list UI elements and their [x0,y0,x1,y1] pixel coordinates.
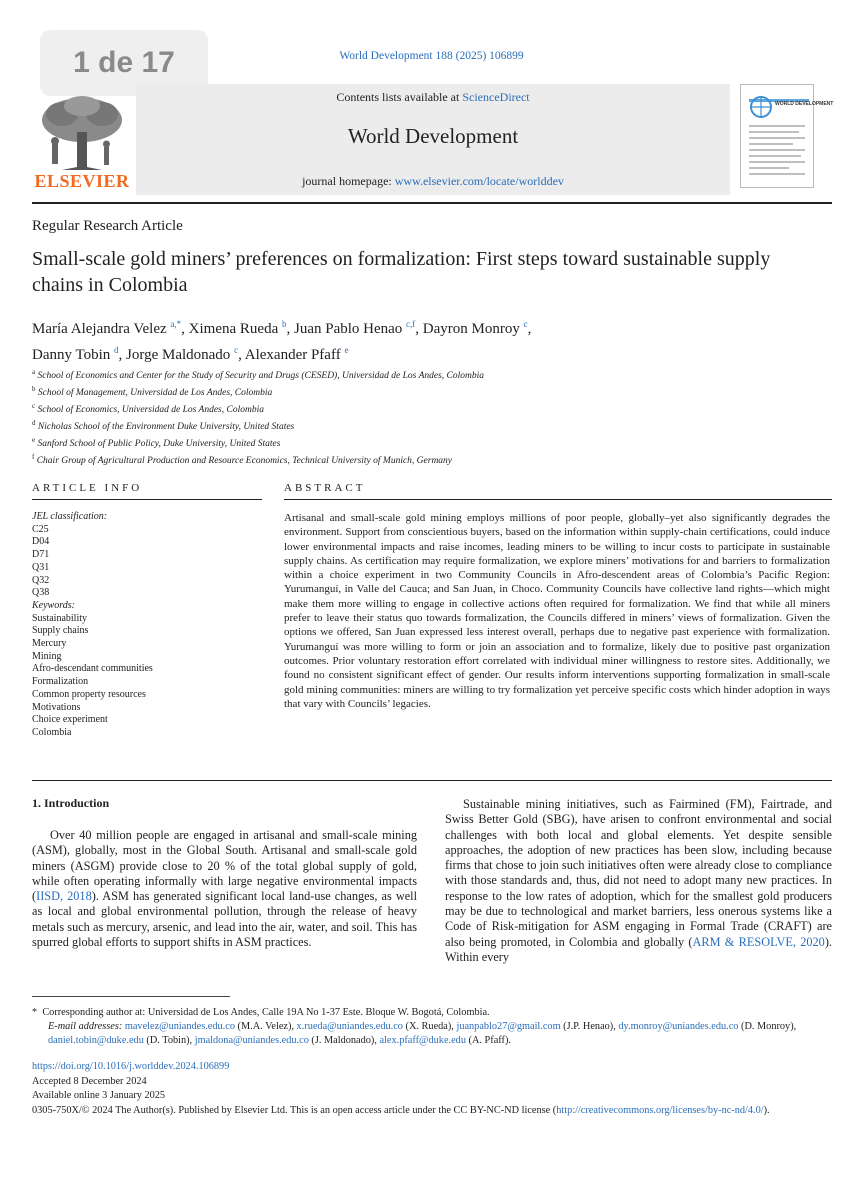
email-line [32,1020,832,1048]
author-affiliation-marker[interactable]: b [281,319,287,329]
page-indicator-badge: 1 de 17 [40,30,208,96]
article-info-heading: ARTICLE INFO [32,482,143,494]
author-affiliation-marker[interactable]: a,* [170,319,182,329]
intro-right-text-a: Sustainable mining initiatives, such as Fairmined (FM), Fairtrade, and Swiss Better Gold (SBG), have arisen to confront environmental and social challenges with both local and global elements. Yet despite sensible approaches, the adoption of new practices has been slow, including because firms that chose to join such initiatives often were already close to compliance with those standards and, thus, did not need to adopt many new practices. In response to the low rates of adoption, which for the smallest gold producers may be due to technological and market barriers, less onerous systems like a Code of Risk-mitigation for ASM engaging in Formal Trade (CRAFT) are also being promoted, in Colombia and globally ( [445,797,832,949]
affiliation-list [32,366,812,468]
author-affiliation-marker[interactable]: c [234,345,239,355]
license-text: 0305-750X/© 2024 The Author(s). Published by Elsevier Ltd. This is an open access article under the CC BY-NC-ND license ( [32,1104,557,1116]
footnote-rule [32,996,230,997]
jel-code: Q31 [32,561,50,573]
keyword-item: Formalization [32,676,89,688]
contents-prefix: Contents lists available at [336,90,463,104]
jel-code: C25 [32,523,49,535]
jel-code: D04 [32,536,50,548]
email-link[interactable]: daniel.tobin@duke.edu [48,1035,144,1046]
keyword-item: Motivations [32,701,81,713]
email-owner: (D. Tobin), [143,1035,195,1046]
elsevier-wordmark: ELSEVIER [34,171,130,191]
email-label: E-mail addresses: [48,1021,123,1032]
affiliation-item [32,434,812,451]
abstract-text: Artisanal and small-scale gold mining employs millions of poor people, globally–yet also significantly degrades the environment. Support from conscientious buyers, based on the information within supply-chain certifications, could induce lower environmental impacts and raise incomes, leading miners to be willing to incur costs to participate in sustainable supply chains. As certification may require formalization, we explore miners’ motivations for and barriers to formalization within a choice experiment in two Community Councils in Afro-descendent areas of Colombia’s Pacific Region: Yurumanguí, in Valle del Cauca; and San Juan, in Choco. Community Councils have collective land rights—which might make them more willing to engage in collective actions often required for formalization. We find that while all miners prefer to leave their status quo towards formalization, the Councils differed in miners’ views of formalization. Given the options we offered, San Juan expressed less interest overall, perhaps due to negative past experience with formalization. Yurumanguí was more willing to form or join an association and to formalize, likely due to positive past organization outcomes. Prior voluntary restoration effort correlated with individual miner willingness to restore sites. Additionally, we found no consistent significant effect of gender. Our results inform interventions supporting formalization in small-scale gold mining communities: miners are willing to try formalization yet perceive specific costs which hinder adoption in ways that vary with Councils’ legacies. [284,512,830,710]
author-name: Dayron Monroy [422,321,520,337]
author-name: Juan Pablo Henao [293,321,403,337]
jel-code: D71 [32,549,50,561]
license-line [32,1104,832,1119]
license-link[interactable]: http://creativecommons.org/licenses/by-nc-nd/4.0/ [556,1104,764,1116]
jel-code: Q38 [32,587,50,599]
affiliation-text: Nicholas School of the Environment Duke University, United States [37,422,295,432]
affiliation-text: Chair Group of Agricultural Production and Resource Economics, Technical University of Munich, Germany [36,456,453,466]
keyword-item: Afro-descendant communities [32,663,153,675]
email-owner: (A. Pfaff). [465,1035,511,1046]
body-rule [32,780,832,781]
email-link[interactable]: jmaldona@uniandes.edu.co [194,1035,309,1046]
author-name: Alexander Pfaff [244,347,341,363]
keywords-panel [32,511,262,740]
affiliation-marker: e [32,436,36,444]
affiliation-marker: b [32,385,36,393]
author-name: María Alejandra Velez [32,321,167,337]
footnote-star: * [32,1007,38,1018]
email-link[interactable]: dy.monroy@uniandes.edu.co [618,1021,739,1032]
corresponding-line [32,1006,832,1020]
email-owner: (J. Maldonado), [308,1035,380,1046]
author-affiliation-marker[interactable]: e [344,345,349,355]
journal-reference[interactable]: World Development 188 (2025) 106899 [339,50,524,62]
email-link[interactable]: alex.pfaff@duke.edu [379,1035,466,1046]
keywords-heading: Keywords: [32,599,75,611]
corresponding-text: Corresponding author at: Universidad de Los Andes, Calle 19A No 1-37 Este. Bloque W. Bogotá, Colombia. [42,1007,490,1018]
cover-graphic [741,85,834,187]
intro-left-column [32,828,417,950]
header-rule [32,202,832,204]
author-name: Danny Tobin [32,347,111,363]
author-affiliation-marker[interactable]: c [523,319,528,329]
jel-code: Q32 [32,574,50,586]
article-title: Small-scale gold miners’ preferences on formalization: First steps toward sustainable supply chains in Colombia [32,248,771,296]
intro-left-text-b: ). ASM has generated significant local land-use changes, as well as local and global environmental pollution, through the release of heavy metals such as mercury, arsenic, and lead into the air, water, and soil. This has spurred global efforts to support shifts in ASM practices. [32,889,417,950]
article-meta [32,1060,832,1118]
affiliation-text: Sanford School of Public Policy, Duke University, United States [37,439,281,449]
citation-link-arm[interactable]: ARM & RESOLVE, 2020 [692,934,825,949]
intro-right-text-b: ). Within every [445,934,832,964]
abstract-rule [284,499,832,500]
citation-link-iisd[interactable]: IISD, 2018 [36,889,92,904]
article-type: Regular Research Article [32,218,183,234]
keyword-item: Mining [32,650,62,662]
email-owner: (J.P. Henao), [560,1021,619,1032]
affiliation-item [32,400,812,417]
affiliation-marker: f [32,453,35,461]
keyword-item: Colombia [32,726,72,738]
intro-left-text-a: Over 40 million people are engaged in artisanal and small-scale mining (ASM), globally, most in the Global South. Artisanal and small-scale gold miners (ASGM) provide close to 20 % of the total global supply of gold, while often operating informally with large negative environmental impacts ( [32,828,417,904]
license-close: ). [763,1104,770,1116]
affiliation-item [32,417,812,434]
author-list: María Alejandra Velez $^{a,*}$, Ximena Rueda $^b$, Juan Pablo Henao $^{c,f}$, Dayron Monroy $^c$, Danny Tobin $^d$, Jorge Maldonado $^c$, Alexander Pfaff $^e$ [32,319,532,363]
footnote [32,1006,832,1048]
doi-link[interactable]: https://doi.org/10.1016/j.worlddev.2024.106899 [32,1061,230,1072]
accepted-date: Accepted 8 December 2024 [32,1075,147,1087]
affiliation-marker: c [32,402,36,410]
affiliation-marker: d [32,419,36,427]
journal-title: World Development [347,124,519,148]
email-owner: (D. Monroy), [738,1021,797,1032]
affiliation-text: School of Management, Universidad de Los Andes, Colombia [37,388,273,398]
jel-heading: JEL classification: [32,511,108,522]
contents-line [136,90,730,105]
intro-right-column [445,797,832,965]
keyword-item: Sustainability [32,612,87,624]
email-link[interactable]: mavelez@uniandes.edu.co [124,1021,235,1032]
author-affiliation-marker[interactable]: d [114,345,119,355]
affiliation-item [32,383,812,400]
cover-title: WORLD DEVELOPMENT [775,101,834,107]
journal-header-box [136,84,730,195]
journal-cover-thumbnail[interactable] [740,84,834,188]
online-date: Available online 3 January 2025 [32,1090,166,1101]
homepage-line [136,174,730,189]
abstract-heading: ABSTRACT [284,482,366,494]
affiliation-marker: a [32,368,36,376]
author-name: Jorge Maldonado [126,347,231,363]
author-name: Ximena Rueda [188,321,279,337]
email-owner: (X. Rueda), [402,1021,457,1032]
email-link[interactable]: juanpablo27@gmail.com [456,1021,561,1032]
affiliation-item [32,451,812,468]
keyword-item: Choice experiment [32,714,108,726]
email-owner: (M.A. Velez), [234,1021,297,1032]
introduction-heading: 1. Introduction [32,796,110,810]
homepage-link[interactable]: www.elsevier.com/locate/worlddev [394,174,564,188]
affiliation-text: School of Economics, Universidad de Los Andes, Colombia [37,405,264,415]
affiliation-item [32,366,812,383]
keyword-item: Common property resources [32,688,146,700]
affiliation-text: School of Economics and Center for the Study of Security and Drugs (CESED), Universidad de Los Andes, Colombia [37,371,485,381]
email-link[interactable]: x.rueda@uniandes.edu.co [296,1021,403,1032]
homepage-prefix: journal homepage: [302,174,395,188]
article-info-rule [32,499,262,500]
author-affiliation-marker[interactable]: c,f [406,319,416,329]
keyword-item: Supply chains [32,625,89,637]
sciencedirect-link[interactable]: ScienceDirect [462,90,530,104]
keyword-item: Mercury [32,638,67,650]
